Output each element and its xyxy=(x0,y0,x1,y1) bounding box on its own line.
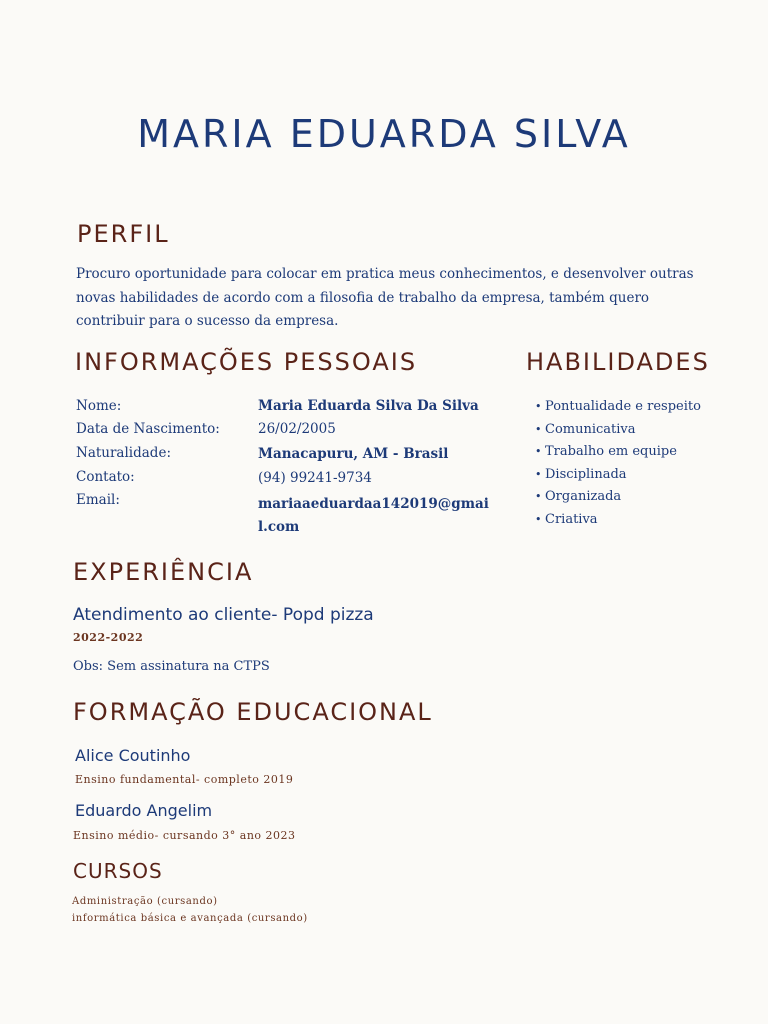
experience-title: Atendimento ao cliente- Popd pizza xyxy=(73,605,374,625)
info-label-naturalidade: Naturalidade: xyxy=(76,445,171,461)
info-value-naturalidade: Manacapuru, AM - Brasil xyxy=(258,446,449,462)
info-label-email: Email: xyxy=(76,492,120,508)
experience-heading: EXPERIÊNCIA xyxy=(73,558,254,586)
skills-heading: HABILIDADES xyxy=(526,348,710,376)
skills-list xyxy=(535,396,701,532)
education-school: Eduardo Angelim xyxy=(75,801,213,820)
education-heading: FORMAÇÃO EDUCACIONAL xyxy=(73,698,433,726)
info-value-email-cont: l.com xyxy=(258,519,300,535)
skill-item: • Comunicativa xyxy=(535,421,636,437)
skill-item: • Trabalho em equipe xyxy=(535,444,677,460)
education-school: Alice Coutinho xyxy=(75,746,191,765)
info-label-nome: Nome: xyxy=(76,398,122,414)
info-label-nascimento: Data de Nascimento: xyxy=(76,421,220,437)
skill-item: • Disciplinada xyxy=(535,466,627,482)
resume-name: MARIA EDUARDA SILVA xyxy=(137,112,631,156)
info-label-contato: Contato: xyxy=(76,469,135,485)
education-detail: Ensino médio- cursando 3° ano 2023 xyxy=(73,829,296,842)
course-item: informática básica e avançada (cursando) xyxy=(72,913,308,924)
skill-item: • Organizada xyxy=(535,489,622,505)
info-value-nome: Maria Eduarda Silva Da Silva xyxy=(258,398,479,414)
experience-note: Obs: Sem assinatura na CTPS xyxy=(73,659,270,674)
perfil-heading: PERFIL xyxy=(77,220,170,248)
skill-item: • Criativa xyxy=(535,511,598,527)
education-detail: Ensino fundamental- completo 2019 xyxy=(75,773,294,786)
course-item: Administração (cursando) xyxy=(72,896,218,907)
info-value-nascimento: 26/02/2005 xyxy=(258,421,336,437)
courses-heading: CURSOS xyxy=(73,859,163,883)
skill-item: • Pontualidade e respeito xyxy=(535,399,701,414)
info-value-email: mariaaeduardaa142019@gmai xyxy=(258,496,489,512)
info-value-contato: (94) 99241-9734 xyxy=(258,470,372,486)
perfil-text: Procuro oportunidade para colocar em pratica meus conhecimentos, e desenvolver outras novas habilidades de acordo com a filosofia de trabalho da empresa, também quero contribuir para o sucesso da empresa. xyxy=(76,266,694,329)
info-heading: INFORMAÇÕES PESSOAIS xyxy=(75,348,418,376)
experience-period: 2022-2022 xyxy=(73,631,144,644)
